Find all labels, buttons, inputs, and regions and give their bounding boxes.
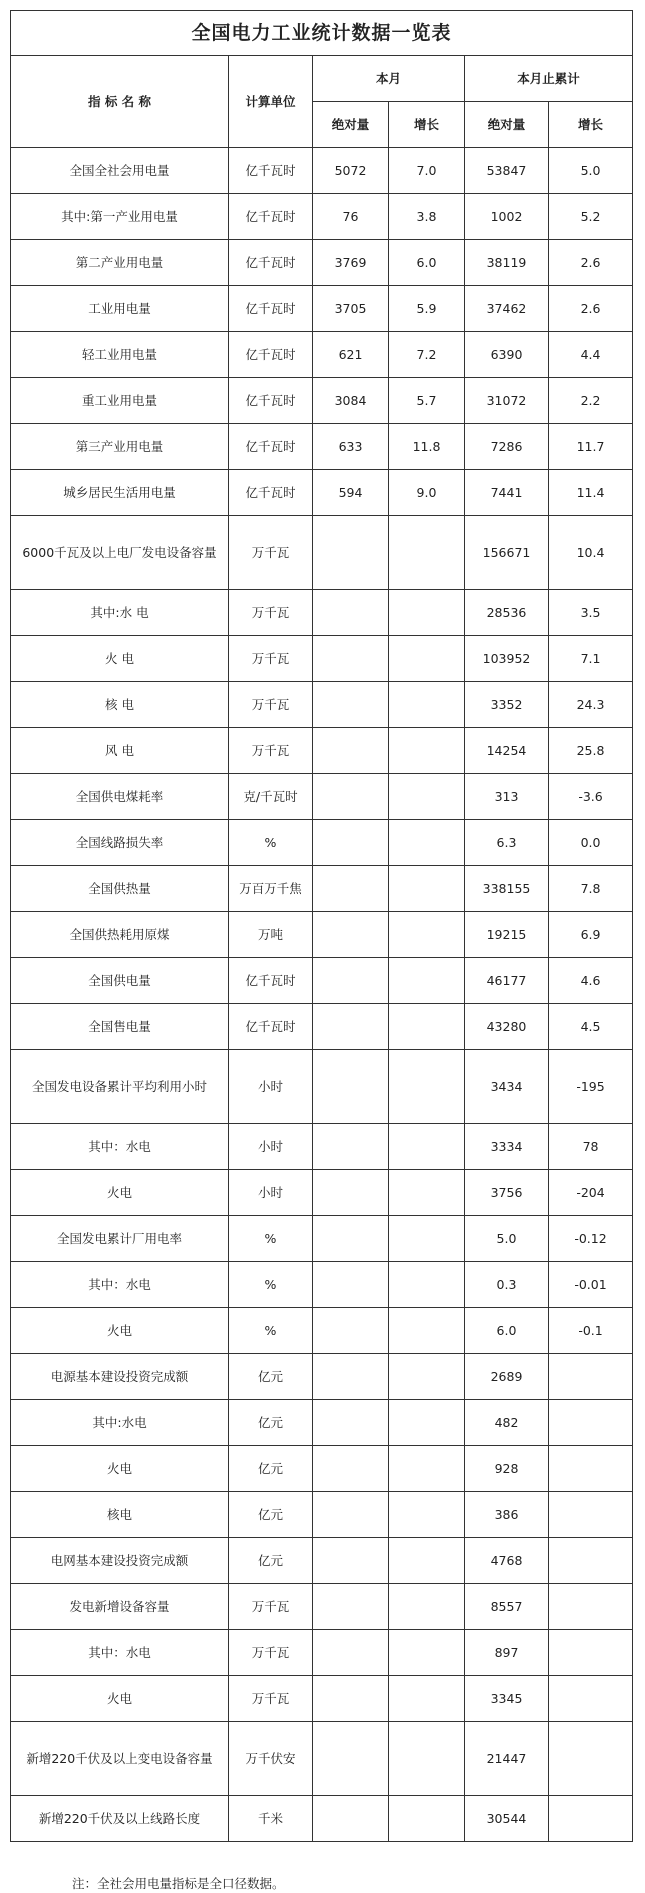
month-absolute-cell: 5072 xyxy=(313,148,389,194)
month-absolute-cell xyxy=(313,1050,389,1124)
ytd-absolute-cell: 313 xyxy=(465,774,549,820)
ytd-absolute-cell: 897 xyxy=(465,1630,549,1676)
month-absolute-cell xyxy=(313,1492,389,1538)
ytd-absolute-cell: 338155 xyxy=(465,866,549,912)
month-absolute-cell: 3084 xyxy=(313,378,389,424)
ytd-absolute-cell: 31072 xyxy=(465,378,549,424)
month-growth-cell xyxy=(389,1584,465,1630)
unit-cell: 小时 xyxy=(229,1170,313,1216)
ytd-growth-cell: 0.0 xyxy=(549,820,633,866)
unit-cell: 亿千瓦时 xyxy=(229,378,313,424)
unit-cell: 亿千瓦时 xyxy=(229,240,313,286)
header-unit: 计算单位 xyxy=(229,56,313,148)
month-absolute-cell xyxy=(313,1308,389,1354)
table-row xyxy=(11,516,633,590)
ytd-absolute-cell: 30544 xyxy=(465,1796,549,1842)
unit-cell: 千米 xyxy=(229,1796,313,1842)
unit-cell: 亿千瓦时 xyxy=(229,1004,313,1050)
month-growth-cell xyxy=(389,636,465,682)
month-absolute-cell xyxy=(313,1004,389,1050)
indicator-name-cell: 新增220千伏及以上线路长度 xyxy=(11,1796,229,1842)
indicator-name-cell: 其中：水电 xyxy=(11,1262,229,1308)
header-month-growth: 增长 xyxy=(389,102,465,148)
unit-cell: 克/千瓦时 xyxy=(229,774,313,820)
month-growth-cell: 11.8 xyxy=(389,424,465,470)
footnote: 注：全社会用电量指标是全口径数据。 xyxy=(72,1876,285,1891)
month-absolute-cell xyxy=(313,1538,389,1584)
ytd-absolute-cell: 1002 xyxy=(465,194,549,240)
unit-cell: 万千伏安 xyxy=(229,1722,313,1796)
month-absolute-cell xyxy=(313,1446,389,1492)
month-growth-cell xyxy=(389,958,465,1004)
table-row xyxy=(11,728,633,774)
unit-cell: 小时 xyxy=(229,1050,313,1124)
indicator-name-cell: 电源基本建设投资完成额 xyxy=(11,1354,229,1400)
ytd-growth-cell: 5.0 xyxy=(549,148,633,194)
ytd-absolute-cell: 7441 xyxy=(465,470,549,516)
table-row xyxy=(11,866,633,912)
month-growth-cell xyxy=(389,1216,465,1262)
indicator-name-cell: 6000千瓦及以上电厂发电设备容量 xyxy=(11,516,229,590)
table-row xyxy=(11,1308,633,1354)
unit-cell: 万千瓦 xyxy=(229,590,313,636)
month-growth-cell: 7.2 xyxy=(389,332,465,378)
ytd-growth-cell: 25.8 xyxy=(549,728,633,774)
table-row xyxy=(11,1262,633,1308)
indicator-name-cell: 火电 xyxy=(11,1446,229,1492)
indicator-name-cell: 全国供电量 xyxy=(11,958,229,1004)
ytd-absolute-cell: 3352 xyxy=(465,682,549,728)
ytd-absolute-cell: 21447 xyxy=(465,1722,549,1796)
header-indicator-name: 指 标 名 称 xyxy=(11,56,229,148)
indicator-name-cell: 全国供电煤耗率 xyxy=(11,774,229,820)
month-absolute-cell xyxy=(313,1124,389,1170)
month-growth-cell xyxy=(389,774,465,820)
ytd-growth-cell xyxy=(549,1584,633,1630)
ytd-absolute-cell: 6.0 xyxy=(465,1308,549,1354)
indicator-name-cell: 第二产业用电量 xyxy=(11,240,229,286)
unit-cell: 万千瓦 xyxy=(229,682,313,728)
month-absolute-cell: 3769 xyxy=(313,240,389,286)
header-this-month: 本月 xyxy=(313,56,465,102)
month-growth-cell xyxy=(389,1124,465,1170)
ytd-absolute-cell: 28536 xyxy=(465,590,549,636)
month-absolute-cell xyxy=(313,912,389,958)
month-growth-cell: 5.7 xyxy=(389,378,465,424)
ytd-absolute-cell: 928 xyxy=(465,1446,549,1492)
month-absolute-cell xyxy=(313,820,389,866)
table-row xyxy=(11,332,633,378)
month-absolute-cell xyxy=(313,958,389,1004)
unit-cell: 亿元 xyxy=(229,1354,313,1400)
unit-cell: 亿千瓦时 xyxy=(229,194,313,240)
table-row xyxy=(11,1584,633,1630)
table-row xyxy=(11,774,633,820)
indicator-name-cell: 轻工业用电量 xyxy=(11,332,229,378)
month-growth-cell xyxy=(389,516,465,590)
ytd-growth-cell: 2.6 xyxy=(549,286,633,332)
ytd-absolute-cell: 3756 xyxy=(465,1170,549,1216)
month-growth-cell xyxy=(389,1308,465,1354)
electricity-statistics-table xyxy=(10,10,633,1842)
ytd-growth-cell: 7.8 xyxy=(549,866,633,912)
ytd-growth-cell: -195 xyxy=(549,1050,633,1124)
month-growth-cell xyxy=(389,1676,465,1722)
unit-cell: % xyxy=(229,820,313,866)
ytd-growth-cell: -0.1 xyxy=(549,1308,633,1354)
ytd-growth-cell: 5.2 xyxy=(549,194,633,240)
month-absolute-cell xyxy=(313,1216,389,1262)
ytd-growth-cell: -204 xyxy=(549,1170,633,1216)
month-absolute-cell xyxy=(313,1676,389,1722)
ytd-growth-cell: 2.2 xyxy=(549,378,633,424)
ytd-growth-cell xyxy=(549,1538,633,1584)
ytd-absolute-cell: 0.3 xyxy=(465,1262,549,1308)
indicator-name-cell: 其中:水 电 xyxy=(11,590,229,636)
month-growth-cell xyxy=(389,1400,465,1446)
ytd-absolute-cell: 5.0 xyxy=(465,1216,549,1262)
month-growth-cell xyxy=(389,1262,465,1308)
table-row xyxy=(11,958,633,1004)
indicator-name-cell: 电网基本建设投资完成额 xyxy=(11,1538,229,1584)
ytd-growth-cell: 11.4 xyxy=(549,470,633,516)
unit-cell: 万千瓦 xyxy=(229,1676,313,1722)
ytd-absolute-cell: 386 xyxy=(465,1492,549,1538)
month-absolute-cell xyxy=(313,728,389,774)
ytd-growth-cell xyxy=(549,1400,633,1446)
ytd-absolute-cell: 8557 xyxy=(465,1584,549,1630)
month-absolute-cell xyxy=(313,1630,389,1676)
unit-cell: % xyxy=(229,1308,313,1354)
ytd-absolute-cell: 156671 xyxy=(465,516,549,590)
table-row xyxy=(11,820,633,866)
ytd-absolute-cell: 6390 xyxy=(465,332,549,378)
table-body xyxy=(11,148,633,1842)
table-row xyxy=(11,1538,633,1584)
header-year-to-date: 本月止累计 xyxy=(465,56,633,102)
table-row xyxy=(11,424,633,470)
ytd-absolute-cell: 2689 xyxy=(465,1354,549,1400)
ytd-growth-cell: 10.4 xyxy=(549,516,633,590)
indicator-name-cell: 全国线路损失率 xyxy=(11,820,229,866)
indicator-name-cell: 全国发电设备累计平均利用小时 xyxy=(11,1050,229,1124)
month-absolute-cell: 76 xyxy=(313,194,389,240)
ytd-growth-cell: 78 xyxy=(549,1124,633,1170)
indicator-name-cell: 全国全社会用电量 xyxy=(11,148,229,194)
ytd-growth-cell: -3.6 xyxy=(549,774,633,820)
ytd-absolute-cell: 3334 xyxy=(465,1124,549,1170)
month-absolute-cell xyxy=(313,1354,389,1400)
ytd-growth-cell xyxy=(549,1722,633,1796)
month-growth-cell xyxy=(389,1492,465,1538)
unit-cell: 万千瓦 xyxy=(229,1630,313,1676)
month-absolute-cell xyxy=(313,636,389,682)
ytd-growth-cell xyxy=(549,1630,633,1676)
table-title: 全国电力工业统计数据一览表 xyxy=(11,11,633,56)
month-absolute-cell xyxy=(313,1722,389,1796)
ytd-absolute-cell: 6.3 xyxy=(465,820,549,866)
statistics-table-container xyxy=(10,10,632,1842)
table-row xyxy=(11,240,633,286)
unit-cell: 亿千瓦时 xyxy=(229,148,313,194)
month-growth-cell: 9.0 xyxy=(389,470,465,516)
ytd-growth-cell: 11.7 xyxy=(549,424,633,470)
indicator-name-cell: 全国发电累计厂用电率 xyxy=(11,1216,229,1262)
table-row xyxy=(11,1446,633,1492)
table-row xyxy=(11,1722,633,1796)
table-row xyxy=(11,1170,633,1216)
indicator-name-cell: 发电新增设备容量 xyxy=(11,1584,229,1630)
table-row xyxy=(11,470,633,516)
month-absolute-cell xyxy=(313,682,389,728)
month-growth-cell xyxy=(389,1796,465,1842)
ytd-growth-cell xyxy=(549,1446,633,1492)
unit-cell: % xyxy=(229,1216,313,1262)
ytd-absolute-cell: 3434 xyxy=(465,1050,549,1124)
indicator-name-cell: 其中:水电 xyxy=(11,1400,229,1446)
indicator-name-cell: 全国售电量 xyxy=(11,1004,229,1050)
month-absolute-cell xyxy=(313,590,389,636)
month-absolute-cell xyxy=(313,1170,389,1216)
ytd-absolute-cell: 53847 xyxy=(465,148,549,194)
indicator-name-cell: 城乡居民生活用电量 xyxy=(11,470,229,516)
indicator-name-cell: 全国供热耗用原煤 xyxy=(11,912,229,958)
ytd-absolute-cell: 19215 xyxy=(465,912,549,958)
ytd-absolute-cell: 43280 xyxy=(465,1004,549,1050)
ytd-absolute-cell: 38119 xyxy=(465,240,549,286)
indicator-name-cell: 其中：水电 xyxy=(11,1630,229,1676)
month-growth-cell xyxy=(389,912,465,958)
table-row xyxy=(11,636,633,682)
ytd-growth-cell: 2.6 xyxy=(549,240,633,286)
ytd-absolute-cell: 482 xyxy=(465,1400,549,1446)
month-growth-cell: 6.0 xyxy=(389,240,465,286)
header-month-absolute: 绝对量 xyxy=(313,102,389,148)
unit-cell: 小时 xyxy=(229,1124,313,1170)
table-row xyxy=(11,1004,633,1050)
table-row xyxy=(11,590,633,636)
table-row xyxy=(11,1630,633,1676)
unit-cell: 亿元 xyxy=(229,1446,313,1492)
month-growth-cell: 3.8 xyxy=(389,194,465,240)
unit-cell: 万千瓦 xyxy=(229,516,313,590)
month-growth-cell xyxy=(389,866,465,912)
month-absolute-cell xyxy=(313,1796,389,1842)
table-row xyxy=(11,1400,633,1446)
unit-cell: 亿千瓦时 xyxy=(229,470,313,516)
unit-cell: 亿元 xyxy=(229,1492,313,1538)
month-growth-cell: 5.9 xyxy=(389,286,465,332)
ytd-growth-cell xyxy=(549,1354,633,1400)
ytd-absolute-cell: 37462 xyxy=(465,286,549,332)
indicator-name-cell: 风 电 xyxy=(11,728,229,774)
month-growth-cell xyxy=(389,1630,465,1676)
unit-cell: 万百万千焦 xyxy=(229,866,313,912)
table-row xyxy=(11,1676,633,1722)
month-growth-cell xyxy=(389,1170,465,1216)
month-absolute-cell xyxy=(313,1584,389,1630)
ytd-absolute-cell: 46177 xyxy=(465,958,549,1004)
indicator-name-cell: 新增220千伏及以上变电设备容量 xyxy=(11,1722,229,1796)
ytd-growth-cell: 6.9 xyxy=(549,912,633,958)
table-row xyxy=(11,194,633,240)
ytd-absolute-cell: 4768 xyxy=(465,1538,549,1584)
indicator-name-cell: 火电 xyxy=(11,1170,229,1216)
unit-cell: 万千瓦 xyxy=(229,636,313,682)
month-growth-cell xyxy=(389,682,465,728)
ytd-growth-cell: 4.4 xyxy=(549,332,633,378)
unit-cell: 亿千瓦时 xyxy=(229,286,313,332)
month-absolute-cell xyxy=(313,866,389,912)
table-row xyxy=(11,1050,633,1124)
table-row xyxy=(11,1796,633,1842)
header-ytd-absolute: 绝对量 xyxy=(465,102,549,148)
table-row xyxy=(11,1124,633,1170)
indicator-name-cell: 其中：水电 xyxy=(11,1124,229,1170)
indicator-name-cell: 核 电 xyxy=(11,682,229,728)
unit-cell: 亿元 xyxy=(229,1400,313,1446)
ytd-growth-cell: 7.1 xyxy=(549,636,633,682)
indicator-name-cell: 火电 xyxy=(11,1676,229,1722)
unit-cell: 万吨 xyxy=(229,912,313,958)
ytd-growth-cell xyxy=(549,1492,633,1538)
month-growth-cell xyxy=(389,1538,465,1584)
unit-cell: 亿千瓦时 xyxy=(229,424,313,470)
month-absolute-cell: 621 xyxy=(313,332,389,378)
unit-cell: 亿元 xyxy=(229,1538,313,1584)
indicator-name-cell: 重工业用电量 xyxy=(11,378,229,424)
indicator-name-cell: 其中:第一产业用电量 xyxy=(11,194,229,240)
month-growth-cell xyxy=(389,1446,465,1492)
header-ytd-growth: 增长 xyxy=(549,102,633,148)
table-row xyxy=(11,148,633,194)
month-absolute-cell: 594 xyxy=(313,470,389,516)
table-row xyxy=(11,286,633,332)
table-row xyxy=(11,378,633,424)
indicator-name-cell: 第三产业用电量 xyxy=(11,424,229,470)
month-growth-cell xyxy=(389,1004,465,1050)
month-growth-cell xyxy=(389,820,465,866)
unit-cell: 亿千瓦时 xyxy=(229,332,313,378)
table-row xyxy=(11,1492,633,1538)
table-row xyxy=(11,682,633,728)
table-row xyxy=(11,912,633,958)
ytd-growth-cell xyxy=(549,1796,633,1842)
month-absolute-cell xyxy=(313,774,389,820)
ytd-growth-cell: -0.01 xyxy=(549,1262,633,1308)
table-row xyxy=(11,1216,633,1262)
unit-cell: 万千瓦 xyxy=(229,1584,313,1630)
indicator-name-cell: 火电 xyxy=(11,1308,229,1354)
unit-cell: % xyxy=(229,1262,313,1308)
month-growth-cell xyxy=(389,1354,465,1400)
month-growth-cell xyxy=(389,590,465,636)
ytd-growth-cell xyxy=(549,1676,633,1722)
ytd-growth-cell: -0.12 xyxy=(549,1216,633,1262)
ytd-growth-cell: 3.5 xyxy=(549,590,633,636)
month-growth-cell: 7.0 xyxy=(389,148,465,194)
ytd-absolute-cell: 3345 xyxy=(465,1676,549,1722)
month-growth-cell xyxy=(389,1722,465,1796)
ytd-absolute-cell: 7286 xyxy=(465,424,549,470)
ytd-growth-cell: 4.5 xyxy=(549,1004,633,1050)
ytd-growth-cell: 4.6 xyxy=(549,958,633,1004)
month-absolute-cell xyxy=(313,516,389,590)
table-row xyxy=(11,1354,633,1400)
indicator-name-cell: 火 电 xyxy=(11,636,229,682)
month-growth-cell xyxy=(389,728,465,774)
ytd-absolute-cell: 103952 xyxy=(465,636,549,682)
ytd-absolute-cell: 14254 xyxy=(465,728,549,774)
indicator-name-cell: 全国供热量 xyxy=(11,866,229,912)
ytd-growth-cell: 24.3 xyxy=(549,682,633,728)
month-absolute-cell xyxy=(313,1400,389,1446)
month-absolute-cell: 3705 xyxy=(313,286,389,332)
indicator-name-cell: 工业用电量 xyxy=(11,286,229,332)
unit-cell: 万千瓦 xyxy=(229,728,313,774)
unit-cell: 亿千瓦时 xyxy=(229,958,313,1004)
indicator-name-cell: 核电 xyxy=(11,1492,229,1538)
month-absolute-cell xyxy=(313,1262,389,1308)
month-absolute-cell: 633 xyxy=(313,424,389,470)
month-growth-cell xyxy=(389,1050,465,1124)
